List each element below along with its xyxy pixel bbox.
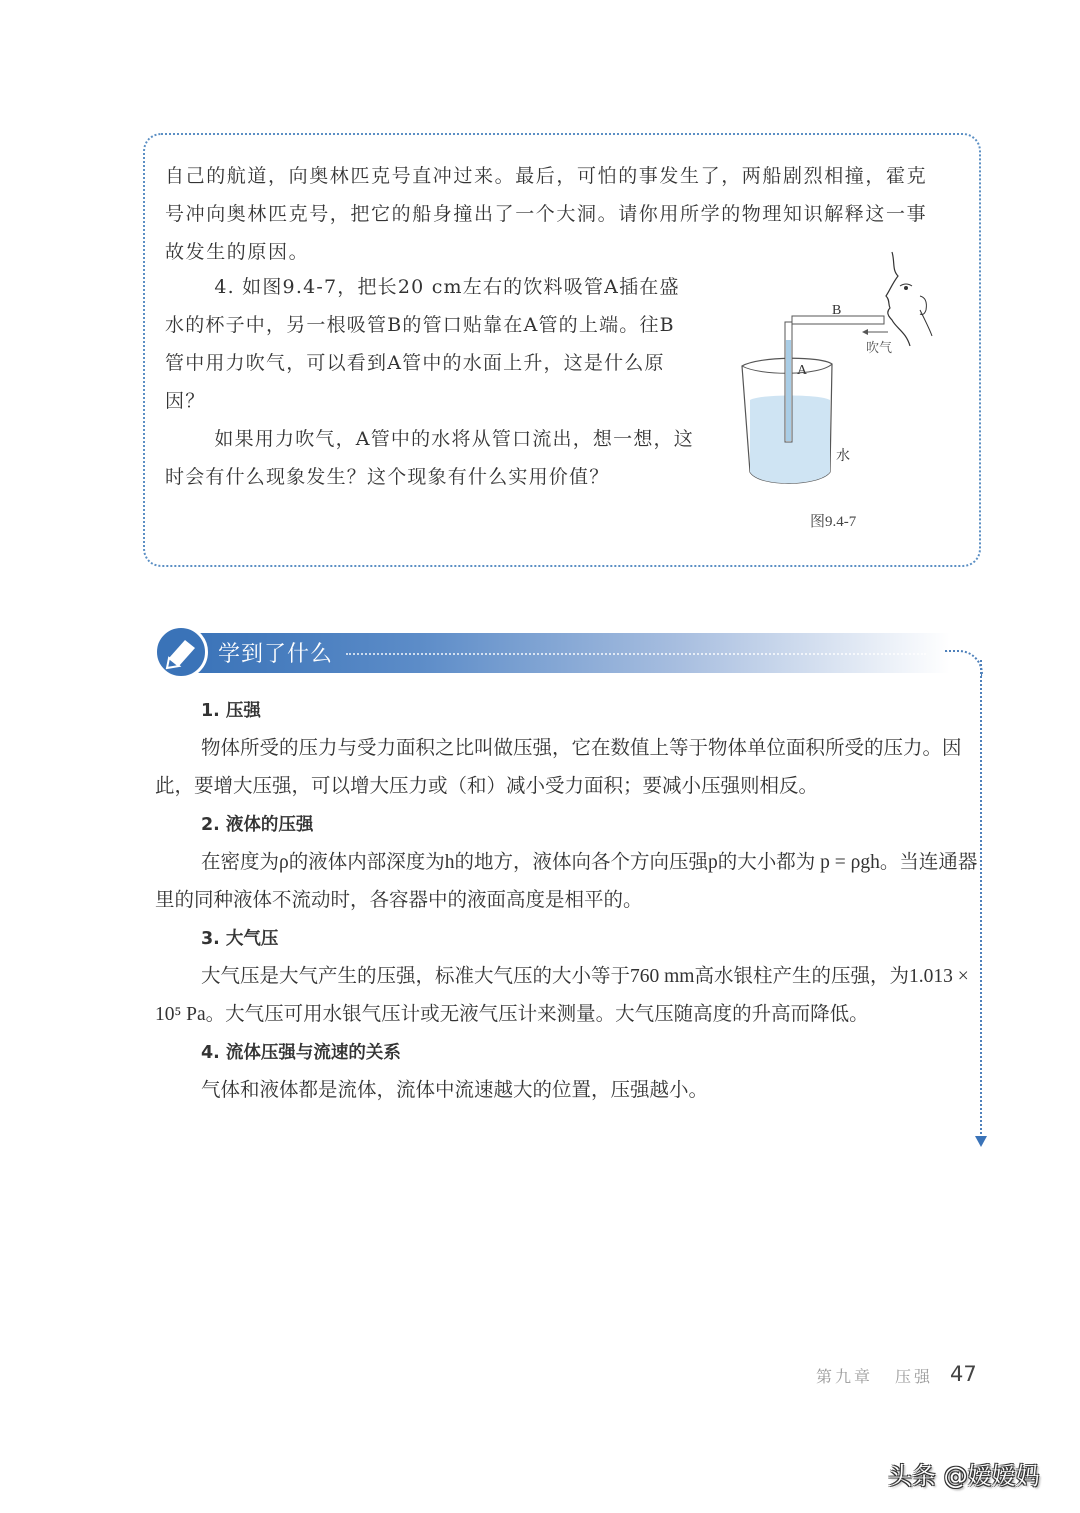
section-header [150, 625, 950, 679]
exercise-line-3: 故发生的原因。 [165, 241, 310, 263]
header-dotted-rule [346, 653, 926, 655]
item-1-heading: 1. 压强 [201, 701, 261, 721]
beaker-straw-illustration [720, 240, 980, 510]
figure-caption: 图9.4-7 [810, 514, 857, 530]
watermark: 头条 @嫒嫒妈 [888, 1462, 1040, 1490]
arrow-down-icon [975, 1136, 987, 1147]
item-4-heading: 4. 流体压强与流速的关系 [201, 1043, 401, 1063]
label-b: B [832, 303, 842, 318]
footer-chapter: 第九章 [816, 1367, 874, 1386]
page-footer [816, 1364, 933, 1387]
pencil-book-icon [154, 625, 208, 679]
item-4-body: 气体和液体都是流体，流体中流速越大的位置，压强越小。 [201, 1080, 709, 1101]
figure-9-4-7 [720, 240, 980, 540]
item-3-body: 大气压是大气产生的压强，标准大气压的大小等于760 mm高水银柱产生的压强，为1.013 × 10⁵ Pa。大气压可用水银气压计或无液气压计来测量。大气压随高度的升高而降低。 [155, 966, 969, 1025]
item-3-heading: 3. 大气压 [201, 929, 279, 949]
item-2-heading: 2. 液体的压强 [201, 815, 314, 835]
question-4-para-1: 4. 如图9.4-7，把长20 cm左右的饮料吸管A插在盛水的杯子中，另一根吸管B的管口贴靠在A管的上端。往B管中用力吹气，可以看到A管中的水面上升，这是什么原因？ [165, 276, 680, 412]
exercise-line-1: 自己的航道，向奥林匹克号直冲过来。最后，可怕的事发生了，两船剧烈相撞，霍克 [165, 165, 928, 187]
label-blow: 吹气 [866, 341, 893, 356]
question-4 [165, 268, 695, 496]
summary-list [155, 692, 980, 1110]
label-a: A [797, 363, 808, 378]
question-4-para-2: 如果用力吹气，A管中的水将从管口流出，想一想，这时会有什么现象发生？这个现象有什么实用价值？ [165, 428, 694, 488]
flow-curve [945, 650, 983, 676]
page-number: 47 [950, 1362, 977, 1386]
item-1-body: 物体所受的压力与受力面积之比叫做压强，它在数值上等于物体单位面积所受的压力。因此，要增大压强，可以增大压力或（和）减小受力面积；要减小压强则相反。 [155, 738, 962, 797]
item-2-body: 在密度为ρ的液体内部深度为h的地方，液体向各个方向压强p的大小都为 p = ρgh。当连通器里的同种液体不流动时，各容器中的液面高度是相平的。 [155, 852, 978, 911]
label-water: 水 [836, 448, 850, 464]
exercise-line-2: 号冲向奥林匹克号，把它的船身撞出了一个大洞。请你用所学的物理知识解释这一事 [165, 203, 928, 225]
section-title: 学到了什么 [218, 642, 334, 667]
flow-dotted-line [980, 660, 982, 1138]
footer-topic: 压强 [895, 1367, 934, 1386]
